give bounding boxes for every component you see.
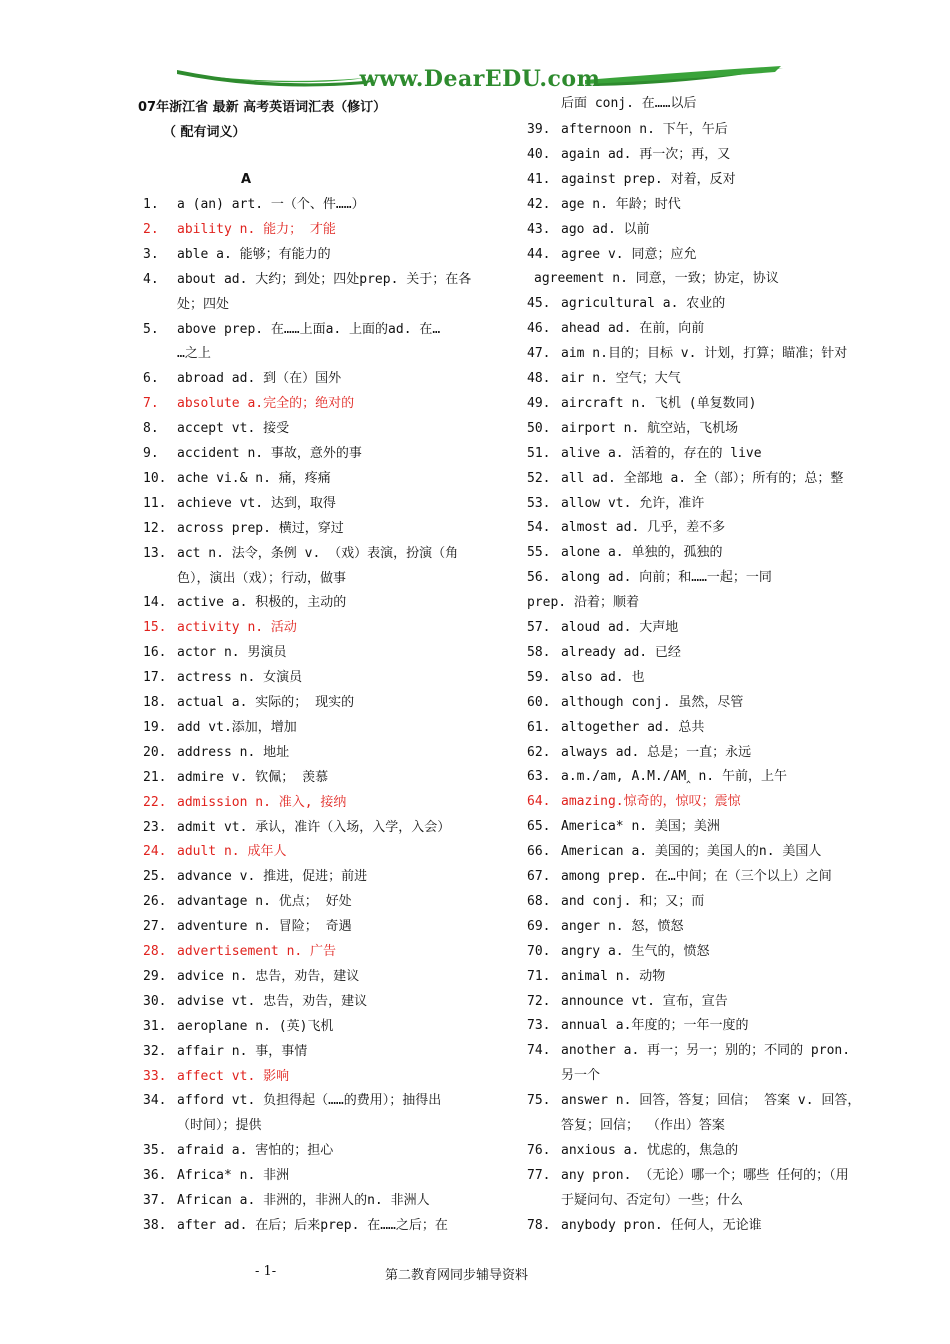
entry-text: actor n. 男演员	[177, 645, 287, 661]
entry-number: 57.	[527, 620, 551, 635]
footer-source: 第二教育网同步辅导资料	[385, 1268, 529, 1283]
entry-text: animal n. 动物	[561, 968, 666, 984]
entry-continuation: 于疑问句、否定句）一些；什么	[561, 1192, 744, 1208]
entry-text: anger n. 怒，愤怒	[561, 918, 684, 934]
entry-text: ache vi.& n. 痛，疼痛	[177, 470, 331, 486]
entry-text: allow vt. 允许，准许	[561, 495, 705, 511]
entry-number: 59.	[527, 669, 551, 685]
entry-number: 64.	[527, 794, 551, 810]
entry-number: 78.	[527, 1217, 551, 1233]
entry-text: afraid a. 害怕的；担心	[177, 1143, 334, 1159]
entry-number: 17.	[143, 670, 167, 686]
entry-text: admit vt. 承认，准许（入场，入学，入会）	[177, 819, 451, 835]
entry-continuation: 另一个	[561, 1068, 601, 1084]
entry-number: 14.	[143, 595, 167, 611]
entry-number: 40.	[527, 146, 551, 162]
entry-text: aim n.目的；目标 v. 计划，打算；瞄准；针对	[561, 346, 848, 362]
entry-number: 37.	[143, 1193, 167, 1208]
page-title: 07年浙江省 最新 高考英语词汇表（修订）	[138, 100, 387, 115]
entry-text: address n. 地址	[177, 744, 290, 760]
entry-text: also ad. 也	[561, 669, 645, 685]
entry-continuation: （时间）；提供	[177, 1118, 262, 1134]
entry-text: altogether ad. 总共	[561, 719, 705, 735]
entry-number: 42.	[527, 196, 551, 212]
banner-site-name[interactable]: www.DearEDU.com	[359, 66, 601, 92]
entry-text: and conj. 和；又；而	[561, 893, 705, 909]
entry-text: anybody pron. 任何人，无论谁	[561, 1217, 762, 1233]
entry-text: advance v. 推进，促进；前进	[177, 869, 368, 885]
entry-number: 4.	[143, 271, 159, 287]
entry-number: 29.	[143, 968, 167, 984]
entry-number: 27.	[143, 919, 167, 935]
entry-number: 36.	[143, 1168, 167, 1184]
entry-number: 28.	[143, 944, 167, 959]
entry-number: 53.	[527, 495, 551, 511]
entry-text: air n. 空气；大气	[561, 371, 681, 386]
entry-number: 3.	[143, 246, 159, 262]
entry-text: affect vt. 影响	[177, 1068, 290, 1084]
entry-number: 22.	[143, 794, 167, 810]
entry-text: America* n. 美国；美洲	[561, 819, 720, 835]
entry-number: 38.	[143, 1217, 167, 1233]
entry-number: 43.	[527, 221, 551, 237]
entry-text: actual a. 实际的； 现实的	[177, 695, 355, 710]
entry-number: 8.	[143, 421, 159, 437]
entry-number: 50.	[527, 420, 551, 436]
entry-number: 76.	[527, 1142, 551, 1158]
entry-text: accident n. 事故，意外的事	[177, 446, 362, 461]
entry-number: 21.	[143, 769, 167, 785]
entry-text: ago ad. 以前	[561, 221, 650, 237]
section-heading: A	[241, 172, 252, 187]
entry-text: achieve vt. 达到，取得	[177, 495, 336, 511]
entry-text: angry a. 生气的，愤怒	[561, 943, 710, 959]
entry-text: admire v. 钦佩； 羡慕	[177, 769, 329, 785]
entry-number: 6.	[143, 371, 159, 387]
entry-text: any pron. （无论）哪一个；哪些 任何的；（用	[561, 1167, 849, 1183]
entry-text: amazing.惊奇的，惊叹；震惊	[561, 794, 741, 810]
entry-text: again ad. 再一次；再，又	[561, 146, 731, 162]
entry-text: absolute a.完全的；绝对的	[177, 396, 355, 412]
entry-text: advertisement n. 广告	[177, 944, 337, 959]
entry-text: aeroplane n. (英)飞机	[177, 1018, 334, 1034]
entry-text: after ad. 在后；后来prep. 在……之后；在	[177, 1217, 448, 1233]
entry-text: annual a.年度的；一年一度的	[561, 1018, 749, 1034]
entry-text: already ad. 已经	[561, 644, 681, 660]
entry-text: activity n. 活动	[177, 620, 297, 636]
entry-number: 10.	[143, 470, 167, 486]
entry-text: add vt.添加，增加	[177, 719, 297, 735]
entry-text: always ad. 总是；一直；永远	[561, 744, 752, 760]
entry-number: 45.	[527, 296, 551, 312]
entry-text: admission n. 准入, 接纳	[177, 794, 347, 810]
entry-text: advantage n. 优点； 好处	[177, 894, 352, 910]
entry-number: 46.	[527, 321, 551, 337]
entry-number: 33.	[143, 1068, 167, 1084]
entry-number: 56.	[527, 570, 551, 586]
entry-text: adult n. 成年人	[177, 844, 287, 860]
entry-number: 67.	[527, 869, 551, 884]
entry-number: 2.	[143, 221, 159, 237]
entry-number: 5.	[143, 321, 159, 337]
entry-text: Africa* n. 非洲	[177, 1168, 290, 1184]
entry-number: 47.	[527, 346, 551, 362]
entry-text: announce vt. 宣布，宣告	[561, 993, 728, 1009]
entry-text: age n. 年龄；时代	[561, 196, 681, 212]
entry-text: advise vt. 忠告，劝告，建议	[177, 993, 368, 1009]
entry-number: 63.	[527, 769, 551, 785]
entry-number: 74.	[527, 1043, 551, 1059]
entry-text: accept vt. 接受	[177, 421, 290, 437]
entry-text: affair n. 事，事情	[177, 1043, 308, 1059]
entry-number: 16.	[143, 645, 167, 661]
page-number: - 1-	[255, 1264, 277, 1279]
entry-number: 12.	[143, 520, 167, 536]
entry-number: 1.	[143, 197, 159, 212]
page-subtitle: （ 配有词义）	[163, 125, 246, 140]
entry-text: ahead ad. 在前，向前	[561, 321, 705, 337]
entry-text: advice n. 忠告，劝告，建议	[177, 968, 360, 984]
entry-text: along ad. 向前；和……一起；一同	[561, 570, 772, 586]
entry-text: airport n. 航空站，飞机场	[561, 420, 739, 436]
entry-number: 69.	[527, 918, 551, 934]
entry-text: almost ad. 几乎，差不多	[561, 520, 726, 536]
entry-continuation: 答复；回信； （作出）答案	[561, 1118, 725, 1133]
entry-continuation: …之上	[177, 346, 211, 362]
entry-number: 49.	[527, 395, 551, 411]
entry-number: 18.	[143, 695, 167, 710]
entry-number: 41.	[527, 171, 551, 187]
entry-text: alive a. 活着的，存在的 live	[561, 445, 762, 461]
entry-text: adventure n. 冒险； 奇遇	[177, 919, 352, 935]
entry-number: 54.	[527, 520, 551, 536]
entry-text: another a. 再一；另一；别的；不同的 pron.	[561, 1043, 851, 1059]
entry-text: all ad. 全部地 a. 全（部）；所有的；总；整	[561, 470, 844, 486]
entry-number: 39.	[527, 122, 551, 137]
entry-number: 34.	[143, 1093, 167, 1109]
entry-number: 44.	[527, 246, 551, 262]
entry-text: afford vt. 负担得起（……的费用）；抽得出	[177, 1093, 442, 1109]
entry-text: ability n. 能力； 才能	[177, 221, 336, 237]
entry-text: agreement n. 同意，一致；协定，协议	[534, 271, 779, 287]
entry-number: 20.	[143, 744, 167, 760]
entry-number: 26.	[143, 894, 167, 910]
entry-continuation: 色），演出（戏）；行动，做事	[177, 570, 347, 586]
entry-number: 19.	[143, 719, 167, 735]
entry-number: 24.	[143, 844, 167, 860]
entry-number: 30.	[143, 993, 167, 1009]
entry-number: 25.	[143, 869, 167, 885]
entry-text: alone a. 单独的，孤独的	[561, 545, 723, 561]
right-column-continuation: 后面 conj. 在……以后	[561, 96, 697, 111]
entry-continuation: prep. 沿着；顺着	[527, 595, 639, 611]
entry-number: 75.	[527, 1093, 551, 1109]
entry-number: 73.	[527, 1018, 551, 1034]
entry-text: against prep. 对着，反对	[561, 171, 736, 187]
entry-text: a (an) art. 一（个、件……）	[177, 197, 365, 212]
entry-number: 60.	[527, 694, 551, 710]
entry-number: 61.	[527, 719, 551, 735]
entry-number: 77.	[527, 1167, 551, 1183]
entry-number: 51.	[527, 445, 551, 461]
entry-text: above prep. 在……上面a. 上面的ad. 在…	[177, 321, 441, 337]
entry-number: 52.	[527, 470, 551, 486]
entry-number: 13.	[143, 545, 167, 561]
entry-number: 35.	[143, 1143, 167, 1159]
entry-text: abroad ad. 到（在）国外	[177, 371, 342, 387]
entry-number: 7.	[143, 396, 159, 412]
entry-number: 58.	[527, 644, 551, 660]
entry-number: 65.	[527, 819, 551, 835]
entry-text: able a. 能够；有能力的	[177, 246, 331, 262]
entry-number: 68.	[527, 893, 551, 909]
entry-text: although conj. 虽然，尽管	[561, 694, 744, 710]
entry-text: across prep. 横过，穿过	[177, 520, 344, 536]
entry-number: 55.	[527, 545, 551, 561]
entry-text: a.m./am, A.M./AM‸ n. 午前，上午	[561, 769, 787, 785]
entry-number: 72.	[527, 993, 551, 1009]
entry-number: 11.	[143, 495, 167, 511]
entry-number: 71.	[527, 968, 551, 984]
entry-number: 70.	[527, 943, 551, 959]
entry-number: 48.	[527, 371, 551, 386]
entry-text: afternoon n. 下午，午后	[561, 122, 728, 137]
entry-number: 62.	[527, 744, 551, 760]
entry-text: among prep. 在…中间；在（三个以上）之间	[561, 869, 832, 884]
entry-text: anxious a. 忧虑的，焦急的	[561, 1142, 739, 1158]
entry-number: 66.	[527, 844, 551, 860]
entry-text: actress n. 女演员	[177, 670, 303, 686]
entry-text: answer n. 回答，答复；回信； 答案 v. 回答，	[561, 1093, 861, 1109]
entry-number: 23.	[143, 819, 167, 835]
entry-number: 9.	[143, 446, 159, 461]
entry-text: agricultural a. 农业的	[561, 296, 726, 312]
entry-text: aloud ad. 大声地	[561, 620, 679, 635]
entry-text: agree v. 同意；应允	[561, 246, 697, 262]
entry-text: aircraft n. 飞机 (单复数同)	[561, 395, 757, 411]
entry-text: African a. 非洲的，非洲人的n. 非洲人	[177, 1193, 430, 1208]
entry-number: 15.	[143, 620, 167, 636]
entry-text: American a. 美国的；美国人的n. 美国人	[561, 844, 822, 860]
entry-text: act n. 法令，条例 v. （戏）表演，扮演（角	[177, 545, 459, 561]
entry-number: 32.	[143, 1043, 167, 1059]
entry-text: about ad. 大约；到处；四处prep. 关于；在各	[177, 271, 472, 287]
entry-number: 31.	[143, 1018, 167, 1034]
entry-continuation: 处；四处	[177, 296, 230, 312]
entry-text: active a. 积极的，主动的	[177, 595, 347, 611]
